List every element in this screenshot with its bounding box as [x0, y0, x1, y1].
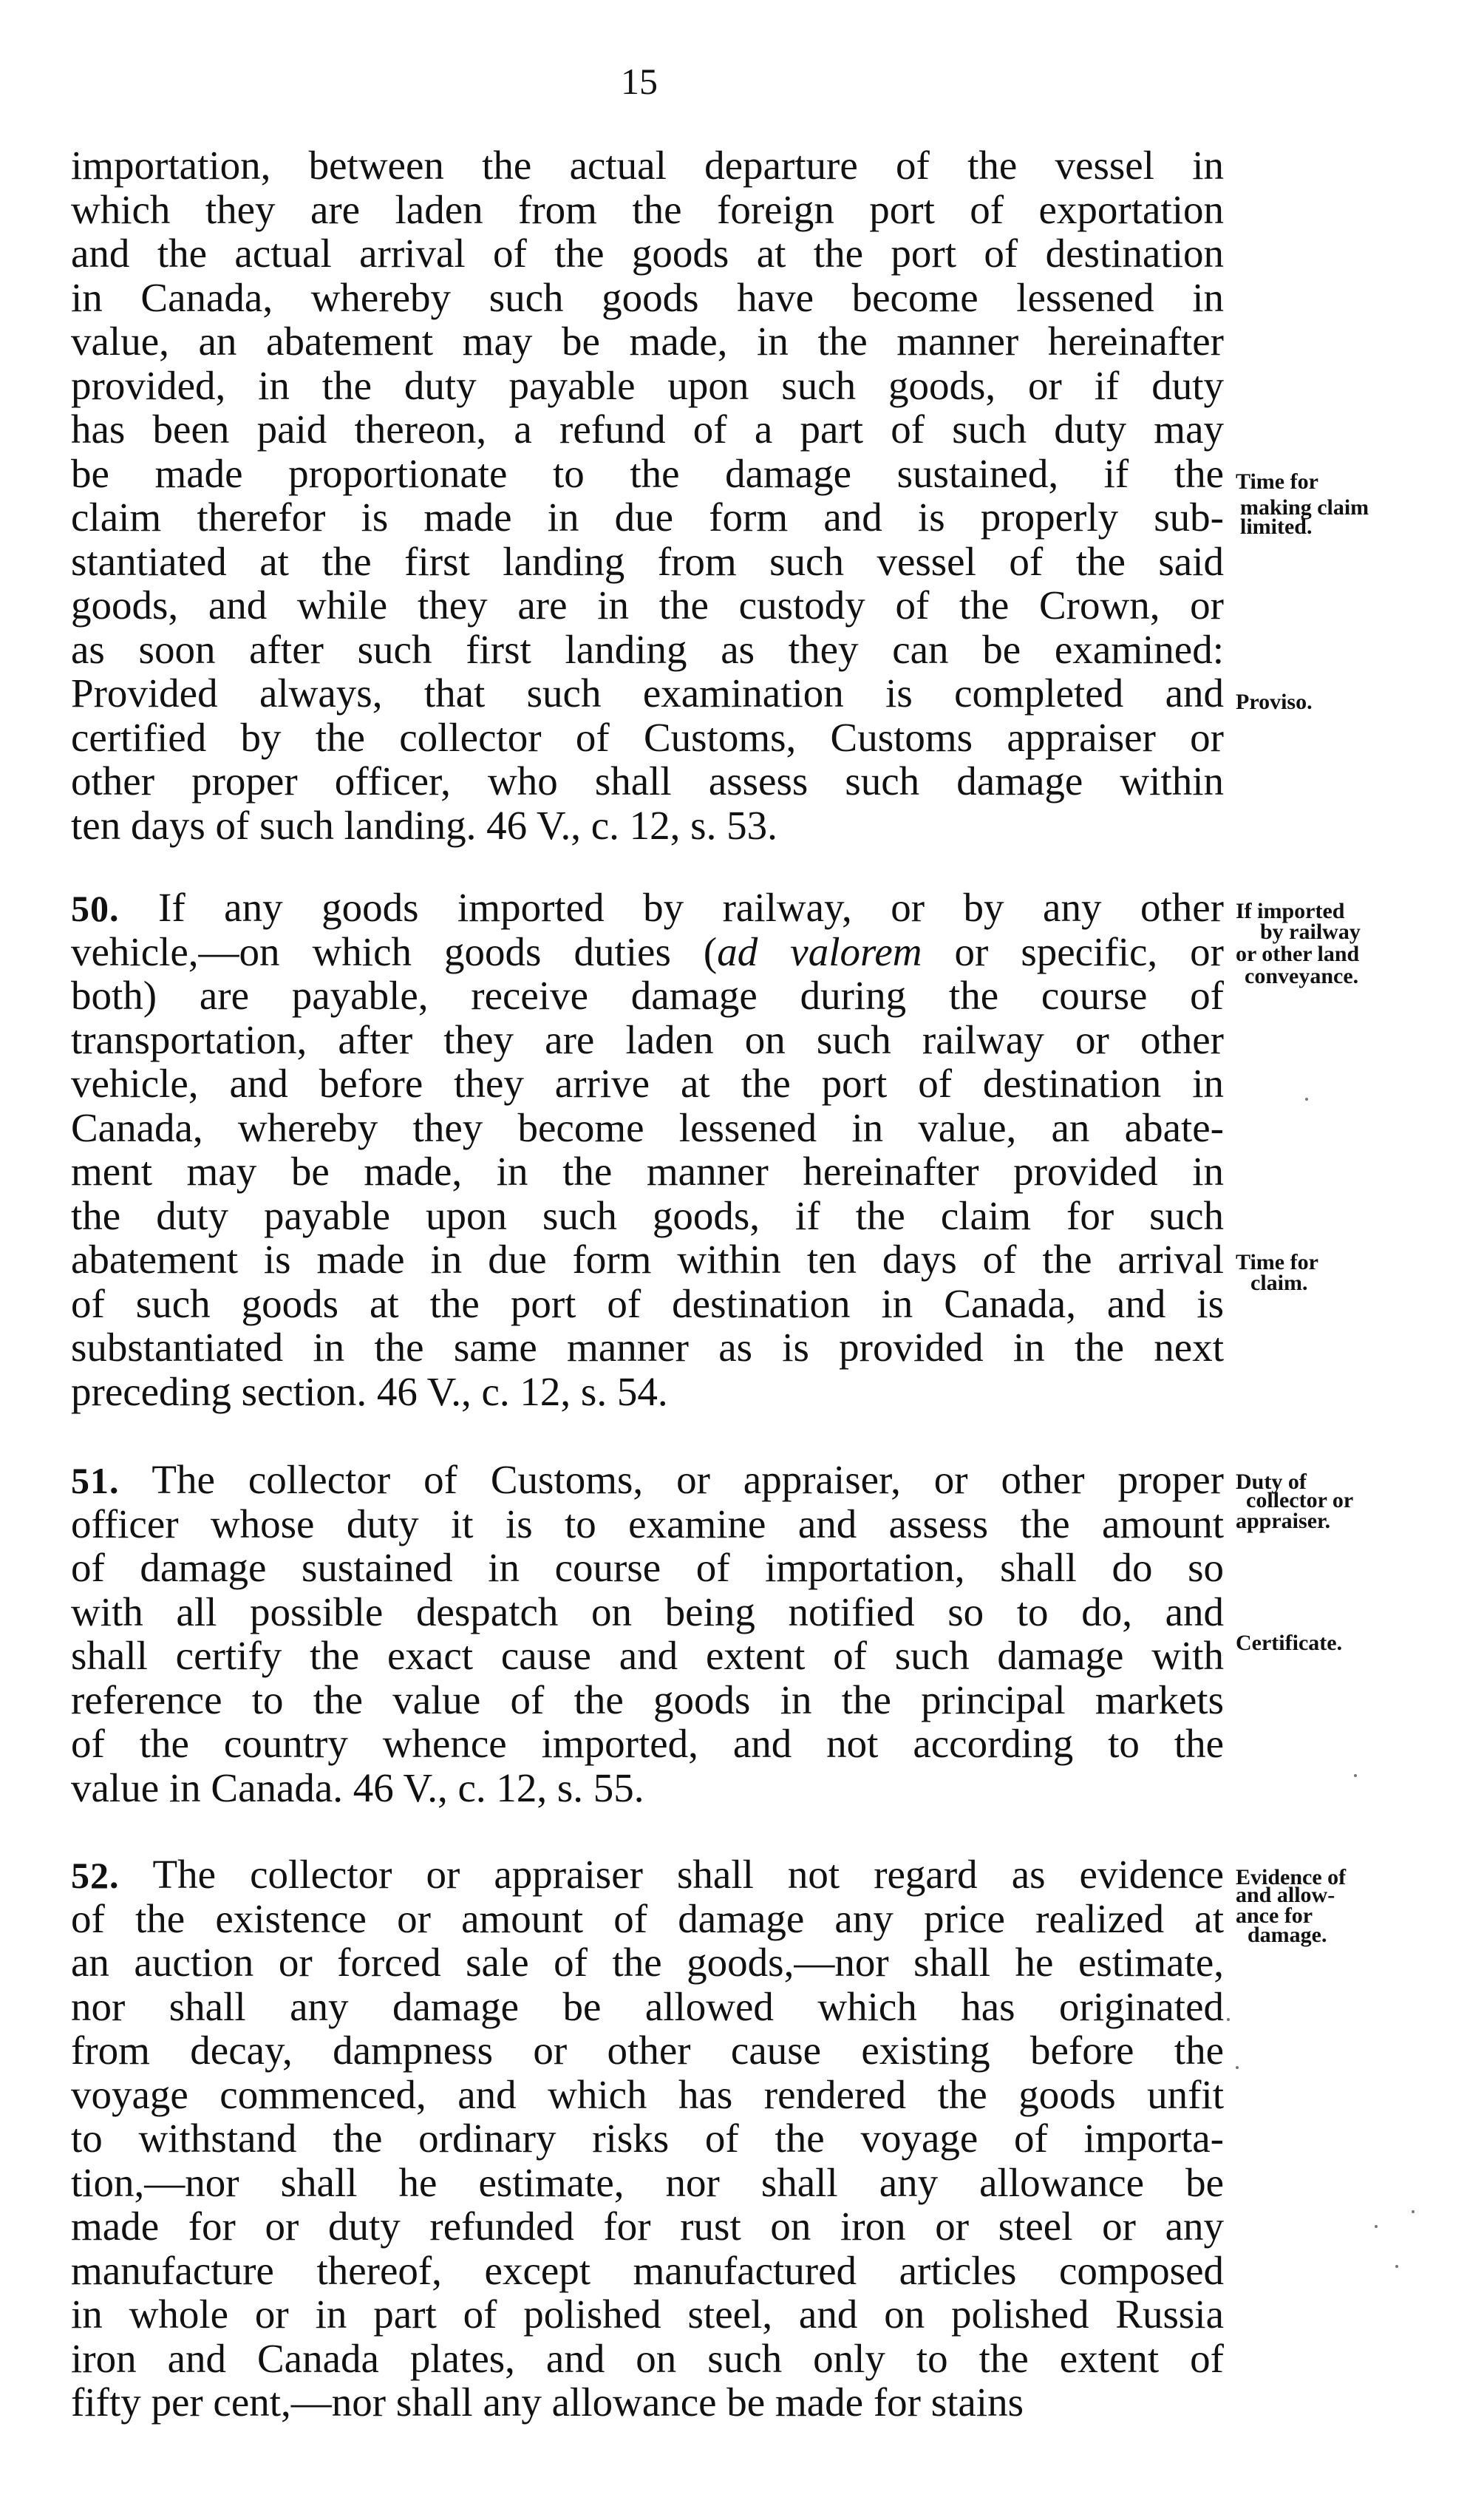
- line-text: in whole or in part of polished steel, and on polished Russia: [71, 2292, 1224, 2337]
- margin-note-line: and allow-: [1236, 1883, 1335, 1907]
- text-line: [71, 1149, 1224, 1194]
- line-text: as soon after such first landing as they can be examined:: [71, 626, 1224, 672]
- line-text: nor shall any damage be allowed which has originated: [71, 1983, 1224, 2029]
- text-line: [71, 1766, 1224, 1810]
- line-text: iron and Canada plates, and on such only to the extent of: [71, 2335, 1224, 2381]
- text-line: [71, 2073, 1224, 2117]
- text-line: [71, 628, 1224, 672]
- text-line: [71, 2292, 1224, 2337]
- line-text: Provided always, that such examination is completed and: [71, 670, 1224, 716]
- line-text: importation, between the actual departure of the vessel in: [71, 143, 1224, 188]
- text-line: [71, 1282, 1224, 1326]
- line-text: manufacture thereof, except manufactured articles composed: [71, 2247, 1224, 2293]
- text-line: [71, 2161, 1224, 2205]
- line-text: ten days of such landing. 46 V., c. 12, s. 53.: [71, 802, 777, 848]
- line-text: the duty payable upon such goods, if the claim for such: [71, 1192, 1224, 1238]
- margin-note-line: If imported: [1236, 899, 1345, 923]
- scan-speck: [1375, 2225, 1378, 2228]
- line-text: shall certify the exact cause and extent of such damage with: [71, 1633, 1224, 1678]
- text-line: [71, 1852, 1224, 1897]
- text-line: [71, 2337, 1224, 2381]
- text-line: [71, 1940, 1224, 1985]
- text-line: [71, 1678, 1224, 1722]
- margin-note-line: Time for: [1236, 1250, 1318, 1274]
- line-text: The collector or appraiser shall not regard as evidence: [152, 1852, 1224, 1897]
- line-text: from decay, dampness or other cause existing before the: [71, 2028, 1224, 2073]
- text-line: [71, 583, 1224, 628]
- text-line: [71, 671, 1224, 716]
- line-text: value, an abatement may be made, in the manner hereinafter: [71, 319, 1224, 364]
- line-text: Canada, whereby they become lessened in value, an abate-: [71, 1104, 1224, 1150]
- text-line: [71, 2249, 1224, 2293]
- text-line: [71, 143, 1224, 188]
- text-line: [71, 540, 1224, 584]
- paragraph: [71, 1852, 1224, 2425]
- section-number: 52.: [71, 1855, 120, 1896]
- scan-speck: [1412, 2210, 1415, 2213]
- line-text: voyage commenced, and which has rendered the goods unfit: [71, 2071, 1224, 2117]
- text-line: [71, 1634, 1224, 1678]
- line-text: made for or duty refunded for rust on iron or steel or any: [71, 2204, 1224, 2249]
- line-text: be made proportionate to the damage sustained, if the: [71, 450, 1224, 496]
- text-line: [71, 188, 1224, 232]
- line-text: officer whose duty it is to examine and assess the amount: [71, 1501, 1224, 1546]
- line-text: stantiated at the first landing from such vessel of the said: [71, 538, 1224, 584]
- line-text: fifty per cent,—nor shall any allowance be made for stains: [71, 2380, 1024, 2425]
- text-line: [71, 495, 1224, 540]
- margin-note-line: collector or: [1246, 1488, 1354, 1512]
- line-text: and the actual arrival of the goods at the port of destination: [71, 231, 1224, 276]
- margin-note-line: damage.: [1248, 1923, 1327, 1947]
- line-text: tion,—nor shall he estimate, nor shall any allowance be: [71, 2159, 1224, 2205]
- text-line: [71, 1237, 1224, 1282]
- margin-note-line: making claim: [1240, 495, 1369, 520]
- paragraph: [71, 1458, 1224, 1810]
- text-line: [71, 276, 1224, 320]
- line-text: substantiated in the same manner as is provided in the next: [71, 1325, 1224, 1370]
- text-line: [71, 2204, 1224, 2249]
- text-line: [71, 1325, 1224, 1370]
- line-text: has been paid thereon, a refund of a part of such duty may: [71, 407, 1224, 452]
- scan-speck: [1395, 2265, 1398, 2268]
- line-text: ment may be made, in the manner hereinafter provided in: [71, 1149, 1224, 1194]
- text-line: [71, 974, 1224, 1018]
- line-text: If any goods imported by railway, or by any other: [158, 885, 1224, 930]
- text-line: [71, 1722, 1224, 1766]
- line-text: provided, in the duty payable upon such goods, or if duty: [71, 362, 1224, 408]
- paragraph: [71, 143, 1224, 847]
- page-number: 15: [621, 61, 658, 102]
- text-line: [71, 2028, 1224, 2073]
- margin-note-line: ance for: [1236, 1903, 1313, 1928]
- text-line: [71, 1062, 1224, 1106]
- margin-note-line: Time for: [1236, 469, 1318, 494]
- scan-speck: [1227, 2018, 1230, 2021]
- text-line: [71, 1370, 1224, 1414]
- text-line: [71, 1106, 1224, 1150]
- text-line: [71, 1546, 1224, 1590]
- line-text: of the country whence imported, and not according to the: [71, 1721, 1224, 1766]
- margin-note-line: appraiser.: [1236, 1509, 1331, 1533]
- line-text: reference to the value of the goods in the principal markets: [71, 1677, 1224, 1722]
- line-text: both) are payable, receive damage during the course of: [71, 973, 1224, 1018]
- line-text: abatement is made in due form within ten days of the arrival: [71, 1237, 1224, 1282]
- line-text: with all possible despatch on being notified so to do, and: [71, 1589, 1224, 1634]
- scan-speck: [1354, 1774, 1357, 1777]
- text-line: [71, 2380, 1224, 2425]
- margin-note-line: or other land: [1236, 942, 1360, 966]
- text-line: [71, 1985, 1224, 2029]
- text-line: [71, 716, 1224, 760]
- line-text: goods, and while they are in the custody of the Crown, or: [71, 582, 1224, 628]
- text-line: [71, 886, 1224, 930]
- text-line: [71, 364, 1224, 408]
- line-text: value in Canada. 46 V., c. 12, s. 55.: [71, 1764, 644, 1810]
- text-line: [71, 231, 1224, 276]
- line-text: to withstand the ordinary risks of the voyage of importa-: [71, 2116, 1224, 2161]
- line-text: of damage sustained in course of importation, shall do so: [71, 1545, 1224, 1590]
- text-line: [71, 1590, 1224, 1634]
- line-text: in Canada, whereby such goods have become lessened in: [71, 274, 1224, 320]
- margin-note-line: conveyance.: [1245, 964, 1359, 988]
- paragraph: [71, 886, 1224, 1413]
- margin-note-line: Evidence of: [1236, 1865, 1347, 1889]
- margin-note-line: limited.: [1240, 514, 1313, 539]
- text-line: [71, 1194, 1224, 1238]
- line-text: transportation, after they are laden on such railway or other: [71, 1016, 1224, 1062]
- margin-note-line: Certificate.: [1236, 1631, 1343, 1655]
- line-text: other proper officer, who shall assess such damage within: [71, 758, 1224, 804]
- margin-note-line: claim.: [1250, 1271, 1308, 1295]
- line-text: vehicle,—on which goods duties (ad valorem or specific, or: [71, 928, 1224, 974]
- margin-note-line: by railway: [1260, 920, 1361, 944]
- text-line: [71, 1018, 1224, 1062]
- scan-speck: [1236, 2066, 1239, 2069]
- margin-note-line: Duty of: [1236, 1470, 1307, 1494]
- line-text: an auction or forced sale of the goods,—nor shall he estimate,: [71, 1940, 1224, 1985]
- line-text: of such goods at the port of destination in Canada, and is: [71, 1280, 1224, 1326]
- line-text: of the existence or amount of damage any price realized at: [71, 1895, 1224, 1941]
- line-text: The collector of Customs, or appraiser, or other proper: [152, 1457, 1224, 1502]
- line-text: certified by the collector of Customs, Customs appraiser or: [71, 714, 1224, 760]
- text-line: [71, 1458, 1224, 1502]
- section-number: 51.: [71, 1460, 120, 1501]
- scan-speck: [1305, 1098, 1308, 1101]
- section-number: 50.: [71, 888, 120, 929]
- text-line: [71, 319, 1224, 364]
- text-line: [71, 759, 1224, 804]
- margin-note-line: Proviso.: [1236, 690, 1313, 714]
- line-text: which they are laden from the foreign port of exportation: [71, 186, 1224, 232]
- text-line: [71, 804, 1224, 848]
- text-line: [71, 452, 1224, 496]
- text-line: [71, 930, 1224, 974]
- line-text: claim therefor is made in due form and is properly sub-: [71, 495, 1224, 540]
- line-text: preceding section. 46 V., c. 12, s. 54.: [71, 1368, 668, 1414]
- text-line: [71, 1897, 1224, 1941]
- line-text: vehicle, and before they arrive at the port of destination in: [71, 1061, 1224, 1106]
- text-line: [71, 2116, 1224, 2161]
- text-line: [71, 1502, 1224, 1546]
- text-line: [71, 407, 1224, 452]
